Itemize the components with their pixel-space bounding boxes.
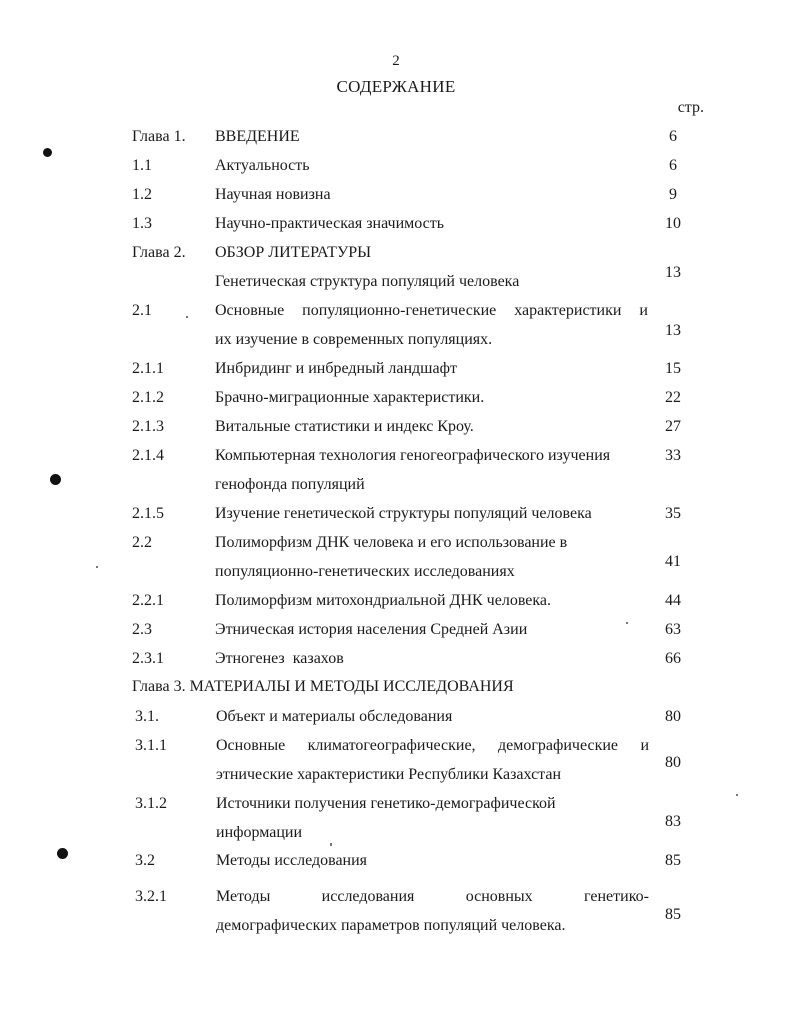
toc-number-3-2-1: 3.2.1 <box>135 888 167 905</box>
toc-title-3-1-2-line1: Источники получения генетико-демографической <box>216 795 556 812</box>
toc-title-3-1: Объект и материалы обследования <box>216 708 453 725</box>
toc-page-ch1: 6 <box>669 128 677 145</box>
toc-page-1-3: 10 <box>665 215 681 232</box>
toc-title-3-1-1-line2: этнические характеристики Республики Казахстан <box>216 766 562 783</box>
toc-number-2-1-1: 2.1.1 <box>132 360 164 377</box>
toc-title-2-2-1: Полиморфизм митохондриальной ДНК человека. <box>215 592 552 609</box>
toc-page-2-2-1: 44 <box>665 592 681 609</box>
toc-title-2-3-1: Этногенез казахов <box>215 650 344 667</box>
toc-page-3-1-2: 83 <box>665 813 681 830</box>
toc-page-2-2: 41 <box>665 553 681 570</box>
toc-page-2-1-3: 27 <box>665 418 681 435</box>
toc-title-2-1-2: Брачно-миграционные характеристики. <box>215 389 485 406</box>
toc-title-2-1-5: Изучение генетической структуры популяций человека <box>215 505 592 522</box>
toc-number-2-3-1: 2.3.1 <box>132 650 164 667</box>
toc-number-1-3: 1.3 <box>132 215 152 232</box>
toc-number-3-2: 3.2 <box>135 852 155 869</box>
scan-punch-hole-mark <box>43 148 52 157</box>
toc-title-ch3: Глава 3. МАТЕРИАЛЫ И МЕТОДЫ ИССЛЕДОВАНИЯ <box>132 678 514 695</box>
toc-title-1-1: Актуальность <box>215 157 310 174</box>
toc-title-2-1-4-line2: генофонда популяций <box>215 476 365 493</box>
toc-title-2-3: Этническая история населения Средней Азии <box>215 621 528 638</box>
toc-page-3-1-1: 80 <box>665 754 681 771</box>
toc-number-3-1-2: 3.1.2 <box>135 795 167 812</box>
toc-title-3-2-1-line2: демографических параметров популяций человека. <box>216 917 566 934</box>
scan-speck <box>736 794 738 796</box>
toc-title-3-1-1-line1: Основные климатогеографические, демографические и <box>216 737 649 754</box>
toc-number-2-2-1: 2.2.1 <box>132 592 164 609</box>
toc-title-3-2-1-line1: Методы исследования основных генетико- <box>216 888 649 905</box>
scan-speck <box>96 566 98 568</box>
toc-title-2-2-line2: популяционно-генетических исследованиях <box>215 563 515 580</box>
toc-number-3-1: 3.1. <box>135 708 159 725</box>
toc-number-2-1-3: 2.1.3 <box>132 418 164 435</box>
toc-number-2-1-2: 2.1.2 <box>132 389 164 406</box>
toc-page-2-1-1: 15 <box>665 360 681 377</box>
toc-number-3-1-1: 3.1.1 <box>135 737 167 754</box>
scan-speck <box>186 316 188 318</box>
toc-page-3-2-1: 85 <box>665 906 681 923</box>
toc-page-3-1: 80 <box>665 708 681 725</box>
scan-punch-hole-mark <box>50 474 61 485</box>
toc-page-2-1: 13 <box>665 322 681 339</box>
toc-title-1-2: Научная новизна <box>215 186 331 203</box>
toc-page-2-1-5: 35 <box>665 505 681 522</box>
toc-title-ch2: ОБЗОР ЛИТЕРАТУРЫ <box>215 244 372 261</box>
page-number: 2 <box>392 53 400 69</box>
toc-number-2-1: 2.1 <box>132 302 152 319</box>
toc-page-2-1-2: 22 <box>665 389 681 406</box>
toc-number-2-1-4: 2.1.4 <box>132 447 164 464</box>
page-title: СОДЕРЖАНИЕ <box>336 77 456 96</box>
toc-number-2-2: 2.2 <box>132 534 152 551</box>
toc-title-2-1-line1: Основные популяционно-генетические характеристики и <box>215 302 648 319</box>
toc-page-2-3-1: 66 <box>665 650 681 667</box>
toc-number-1-1: 1.1 <box>132 157 152 174</box>
toc-page-1-2: 9 <box>669 186 677 203</box>
toc-page-2-3: 63 <box>665 621 681 638</box>
toc-title-2-1-1: Инбридинг и инбредный ландшафт <box>215 360 457 377</box>
toc-number-1-2: 1.2 <box>132 186 152 203</box>
toc-number-ch2: Глава 2. <box>132 244 186 261</box>
toc-page-1-1: 6 <box>669 157 677 174</box>
toc-title-2-1-line2: их изучение в современных популяциях. <box>215 331 493 348</box>
toc-title-2-1-4-line1: Компьютерная технология геногеографического изучения <box>215 447 611 464</box>
toc-page-3-2: 85 <box>665 852 681 869</box>
toc-page-2-1-4: 33 <box>665 447 681 464</box>
scan-punch-hole-mark <box>57 848 68 859</box>
toc-title-ch1: ВВЕДЕНИЕ <box>215 128 300 145</box>
toc-number-2-3: 2.3 <box>132 621 152 638</box>
toc-title-2-2-line1: Полиморфизм ДНК человека и его использование в <box>215 534 568 551</box>
page-column-label: стр. <box>677 99 704 116</box>
toc-title-2-1-3: Витальные статистики и индекс Кроу. <box>215 418 474 435</box>
scan-speck <box>330 843 332 846</box>
toc-number-2-1-5: 2.1.5 <box>132 505 164 522</box>
toc-number-ch1: Глава 1. <box>132 128 186 145</box>
scan-speck <box>626 622 628 624</box>
toc-title-3-2: Методы исследования <box>216 852 368 869</box>
toc-subtitle-ch2: Генетическая структура популяций человека <box>215 273 520 290</box>
toc-title-1-3: Научно-практическая значимость <box>215 215 445 232</box>
toc-title-3-1-2-line2: информации <box>216 824 303 841</box>
toc-page-ch2: 13 <box>665 264 681 281</box>
